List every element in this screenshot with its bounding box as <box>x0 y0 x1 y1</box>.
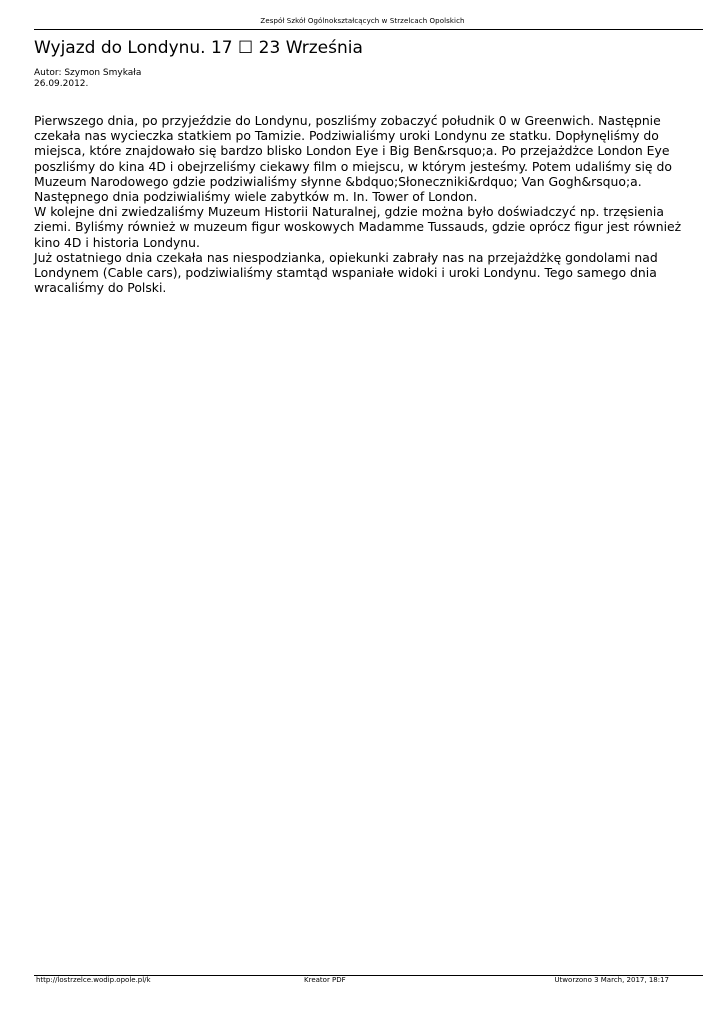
header-school-name: Zespół Szkół Ogólnokształcących w Strzelcach Opolskich <box>260 17 465 25</box>
article-author: Autor: Szymon Smykała <box>34 68 142 78</box>
article-line: ziemi. Byliśmy również w muzeum figur woskowych Madamme Tussauds, gdzie oprócz figur jest również <box>34 219 682 235</box>
article-meta <box>34 68 141 90</box>
article-date: 26.09.2012. <box>34 79 89 89</box>
footer-generator: Kreator PDF <box>304 976 346 984</box>
footer-created-date: Utworzono 3 March, 2017, 18:17 <box>554 976 669 984</box>
article-line: W kolejne dni zwiedzaliśmy Muzeum Historii Naturalnej, gdzie można było doświadczyć np. trzęsienia <box>34 204 664 220</box>
article-line: poszliśmy do kina 4D i obejrzeliśmy ciekawy film o miejscu, w którym jesteśmy. Potem udaliśmy się do <box>34 158 672 174</box>
article-line: Następnego dnia podziwialiśmy wiele zabytków m. In. Tower of London. <box>34 189 478 205</box>
article-line: Pierwszego dnia, po przyjeździe do Londynu, poszliśmy zobaczyć południk 0 w Greenwich. Następnie <box>34 113 661 128</box>
article-line: wracaliśmy do Polski. <box>34 280 167 296</box>
article-line: miejsca, które znajdowało się bardzo blisko London Eye i Big Ben&rsquo;a. Po przejażdżce London Eye <box>34 143 670 159</box>
header-divider <box>34 29 703 30</box>
article-line: Już ostatniego dnia czekała nas niespodzianka, opiekunki zabrały nas na przejażdżkę gondolami nad <box>34 249 658 265</box>
footer-url-link[interactable]: http://lostrzelce.wodip.opole.pl/k <box>36 976 151 984</box>
article-line: Londynem (Cable cars), podziwialiśmy stamtąd wspaniałe widoki i uroki Londynu. Tego samego dnia <box>34 265 657 281</box>
article-line: czekała nas wycieczka statkiem po Tamizie. Podziwialiśmy uroki Londynu ze statku. Dopłynęliśmy do <box>34 128 659 144</box>
article-body <box>34 113 714 295</box>
article-title: Wyjazd do Londynu. 17 ☐ 23 Września <box>34 38 363 58</box>
article-line: Muzeum Narodowego gdzie podziwialiśmy słynne &bdquo;Słoneczniki&rdquo; Van Gogh&rsquo;a. <box>34 173 642 189</box>
article-line: kino 4D i historia Londynu. <box>34 234 200 250</box>
